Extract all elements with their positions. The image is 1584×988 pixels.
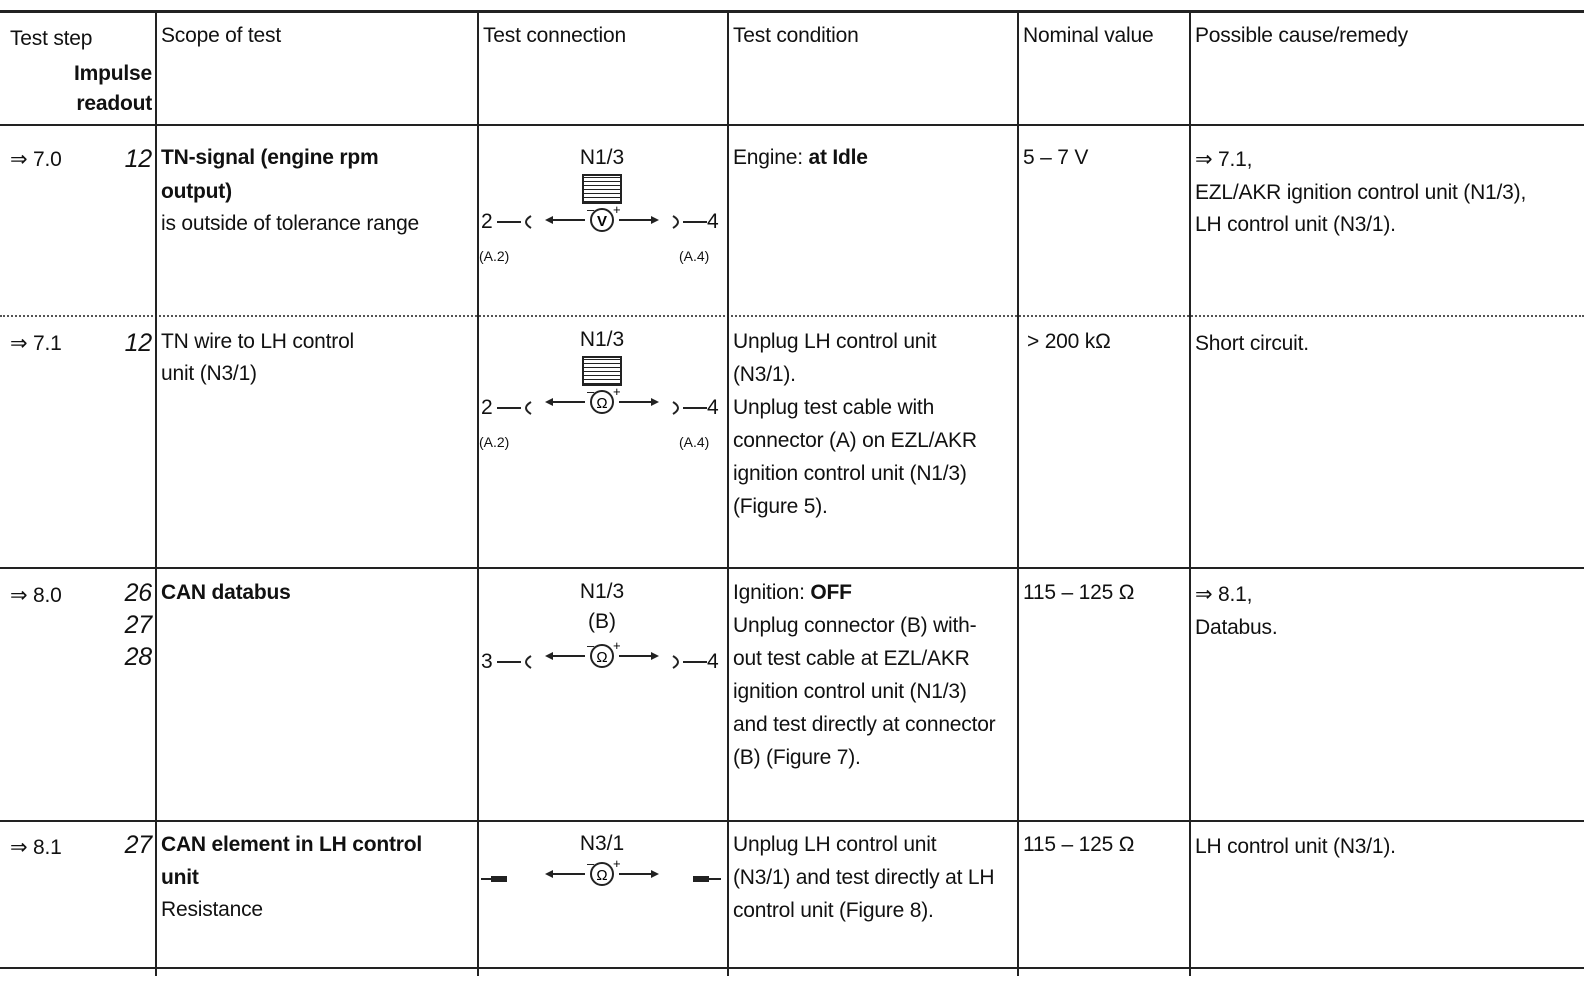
header-readout: readout: [76, 92, 152, 115]
svg-text:+: +: [613, 204, 621, 217]
condition-line: control unit (Figure 8).: [733, 899, 934, 922]
column-divider: [155, 10, 157, 976]
test-connection-diagram: [479, 574, 725, 694]
impulse-readout: 28: [124, 643, 152, 671]
unit-label: N1/3: [579, 580, 625, 603]
ohmmeter-icon: [537, 386, 667, 418]
impulse-readout: 12: [124, 329, 152, 357]
scope-title: CAN databus: [161, 581, 291, 604]
scope-title: TN-signal (engine rpm: [161, 146, 379, 169]
header-connection: Test connection: [483, 24, 626, 47]
scope-text: is outside of tolerance range: [161, 212, 420, 235]
remedy-line: Short circuit.: [1195, 332, 1309, 355]
condition-line: Unplug LH control unit: [733, 833, 937, 856]
header-nominal: Nominal value: [1023, 24, 1154, 47]
right-probe-icon: [685, 872, 721, 886]
svg-text:+: +: [613, 858, 621, 871]
header-condition: Test condition: [733, 24, 859, 47]
condition-line: Unplug LH control unit: [733, 330, 937, 353]
column-divider: [1017, 10, 1019, 976]
test-step: ⇒ 8.1: [10, 836, 62, 859]
header-scope: Scope of test: [161, 24, 281, 47]
test-condition: [733, 144, 868, 171]
right-socket-icon: [667, 400, 707, 416]
right-socket-icon: [667, 654, 707, 670]
svg-text:–: –: [587, 204, 595, 217]
svg-text:–: –: [587, 858, 595, 871]
right-socket-icon: [667, 214, 707, 230]
svg-text:–: –: [587, 640, 595, 653]
row-divider: [0, 567, 1584, 569]
right-pin: 4: [707, 650, 719, 673]
condition-prefix: Ignition:: [733, 581, 805, 604]
nominal-value: 115 – 125 Ω: [1023, 581, 1135, 604]
row-divider: [0, 820, 1584, 822]
scope-text: unit (N3/1): [161, 362, 257, 385]
scope-title: CAN element in LH control: [161, 833, 423, 856]
condition-line: (N3/1).: [733, 363, 796, 386]
left-pin: 2: [481, 396, 493, 419]
impulse-readout: 27: [124, 831, 152, 859]
scope-text: Resistance: [161, 898, 263, 921]
remedy-line: ⇒ 7.1,: [1195, 148, 1253, 171]
tester-screen-icon: [582, 174, 622, 204]
nominal-value: > 200 kΩ: [1027, 330, 1111, 353]
svg-text:Ω: Ω: [596, 395, 608, 412]
ohmmeter-icon: [537, 640, 667, 672]
test-connection-diagram: [479, 322, 725, 452]
header-remedy: Possible cause/remedy: [1195, 24, 1408, 47]
remedy-line: ⇒ 8.1,: [1195, 583, 1253, 606]
test-step: ⇒ 7.0: [10, 148, 62, 171]
voltmeter-icon: [537, 204, 667, 236]
condition-line: out test cable at EZL/AKR: [733, 647, 970, 670]
test-condition: [733, 579, 852, 606]
left-pin-note: (A.2): [479, 434, 510, 450]
left-pin: 2: [481, 210, 493, 233]
scope-title: unit: [161, 866, 199, 889]
scope-title: output): [161, 180, 232, 203]
connector-label: (B): [588, 610, 616, 633]
condition-line: (N3/1) and test directly at LH: [733, 866, 995, 889]
condition-line: ignition control unit (N1/3): [733, 462, 967, 485]
impulse-readout: 26: [124, 579, 152, 607]
svg-text:Ω: Ω: [596, 649, 608, 666]
column-divider: [1189, 10, 1191, 976]
condition-line: Unplug connector (B) with-: [733, 614, 977, 637]
condition-line: (Figure 5).: [733, 495, 828, 518]
unit-label: N1/3: [579, 146, 625, 169]
row-divider-dotted: [0, 315, 1584, 317]
condition-line: connector (A) on EZL/AKR: [733, 429, 977, 452]
column-divider: [727, 10, 729, 976]
ohmmeter-icon: [537, 858, 667, 890]
right-pin: 4: [707, 210, 719, 233]
remedy-line: Databus.: [1195, 616, 1278, 639]
left-pin: 3: [481, 650, 493, 673]
header-bottom-rule: [0, 124, 1584, 126]
svg-text:V: V: [596, 213, 608, 230]
remedy-line: EZL/AKR ignition control unit (N1/3),: [1195, 181, 1527, 204]
test-connection-diagram: [479, 140, 725, 270]
scope-text: TN wire to LH control: [161, 330, 355, 353]
remedy-line: LH control unit (N3/1).: [1195, 213, 1396, 236]
remedy-line: LH control unit (N3/1).: [1195, 835, 1396, 858]
header-test-step: Test step: [10, 27, 93, 50]
condition-bold: at Idle: [808, 146, 868, 169]
unit-label: N1/3: [579, 328, 625, 351]
impulse-readout: 27: [124, 611, 152, 639]
condition-line: Unplug test cable with: [733, 396, 935, 419]
test-connection-diagram: [479, 826, 725, 906]
condition-line: ignition control unit (N1/3): [733, 680, 967, 703]
test-step: ⇒ 8.0: [10, 584, 62, 607]
svg-text:–: –: [587, 386, 595, 399]
condition-bold: OFF: [810, 581, 852, 604]
condition-line: (B) (Figure 7).: [733, 746, 861, 769]
left-socket-icon: [497, 400, 537, 416]
left-socket-icon: [497, 214, 537, 230]
svg-text:+: +: [613, 640, 621, 653]
condition-line: and test directly at connector: [733, 713, 996, 736]
table-top-rule: [0, 10, 1584, 13]
nominal-value: 5 – 7 V: [1023, 146, 1089, 169]
nominal-value: 115 – 125 Ω: [1023, 833, 1135, 856]
condition-prefix: Engine:: [733, 146, 803, 169]
right-pin-note: (A.4): [679, 248, 710, 264]
right-pin-note: (A.4): [679, 434, 710, 450]
impulse-readout: 12: [124, 145, 152, 173]
left-pin-note: (A.2): [479, 248, 510, 264]
header-impulse: Impulse: [74, 62, 152, 85]
tester-screen-icon: [582, 356, 622, 386]
left-socket-icon: [497, 654, 537, 670]
svg-text:Ω: Ω: [596, 867, 608, 884]
right-pin: 4: [707, 396, 719, 419]
table-bottom-rule: [0, 967, 1584, 969]
svg-text:+: +: [613, 386, 621, 399]
left-probe-icon: [481, 872, 517, 886]
unit-label: N3/1: [579, 832, 625, 855]
test-step: ⇒ 7.1: [10, 332, 62, 355]
